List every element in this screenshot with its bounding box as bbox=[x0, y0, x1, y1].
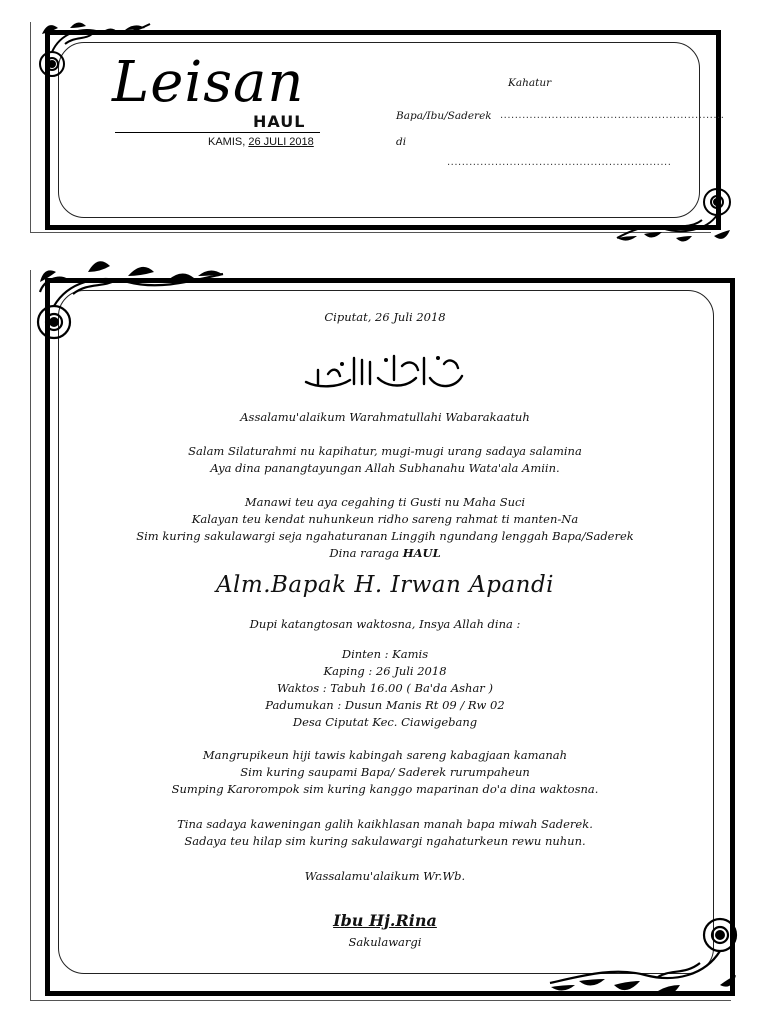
detail-line: Padumukan : Dusun Manis Rt 09 / Rw 02 bbox=[265, 698, 505, 712]
kahatur-label: Kahatur bbox=[508, 77, 552, 89]
event-prefix: Dina raraga bbox=[329, 546, 403, 560]
paragraph-line: Manawi teu aya cegahing ti Gusti nu Maha Suci bbox=[244, 495, 526, 509]
event-line bbox=[60, 545, 710, 562]
envelope-subtitle: HAUL bbox=[253, 112, 306, 131]
paragraph-3 bbox=[60, 747, 710, 798]
greeting: Assalamu'alaikum Warahmatullahi Wabarakaatuh bbox=[240, 410, 530, 424]
paragraph-line: Kalayan teu kendat nuhunkeun ridho sareng rahmat ti manten-Na bbox=[191, 512, 579, 526]
paragraph-line: Aya dina panangtayungan Allah Subhanahu Wata'ala Amiin. bbox=[210, 461, 560, 475]
event-details bbox=[60, 646, 710, 731]
envelope-title: Leisan bbox=[112, 50, 305, 115]
paragraph-line: Sadaya teu hilap sim kuring sakulawargi ngahaturkeun rewu nuhun. bbox=[184, 834, 586, 848]
bismillah-calligraphy-icon bbox=[298, 348, 468, 396]
paragraph-line: Mangrupikeun hiji tawis kabingah sareng kabagjaan kamanah bbox=[202, 748, 568, 762]
place-date: Ciputat, 26 Juli 2018 bbox=[324, 310, 446, 324]
di-label: di bbox=[396, 136, 407, 148]
paragraph-4 bbox=[60, 816, 710, 850]
detail-line: Desa Ciputat Kec. Ciawigebang bbox=[292, 715, 478, 729]
paragraph-line: Sumping Karorompok sim kuring kanggo maparinan do'a dina waktosna. bbox=[171, 782, 599, 796]
addressee-label: Bapa/Ibu/Saderek bbox=[396, 110, 492, 122]
detail-line: Kaping : 26 Juli 2018 bbox=[323, 664, 447, 678]
address-dotted-line: ............................................................. bbox=[447, 157, 672, 168]
signer-name: Ibu Hj.Rina bbox=[333, 911, 437, 930]
paragraph-1 bbox=[60, 443, 710, 477]
date-value: 26 JULI 2018 bbox=[248, 136, 314, 148]
signer-role: Sakulawargi bbox=[348, 935, 422, 949]
detail-line: Waktos : Tabuh 16.00 ( Ba'da Ashar ) bbox=[277, 681, 493, 695]
date-prefix: KAMIS, bbox=[208, 136, 249, 148]
paragraph-line: Sim kuring saupami Bapa/ Saderek rurumpaheun bbox=[240, 765, 530, 779]
paragraph-line: Salam Silaturahmi nu kapihatur, mugi-mugi urang sadaya salamina bbox=[188, 444, 582, 458]
floral-corner-ornament-icon bbox=[28, 252, 228, 352]
addressee-dotted-line: ............................................................. bbox=[500, 110, 725, 121]
paragraph-2 bbox=[60, 494, 710, 562]
time-intro: Dupi katangtosan waktosna, Insya Allah dina : bbox=[249, 617, 521, 631]
paragraph-line: Tina sadaya kaweningan galih kaikhlasan manah bapa miwah Saderek. bbox=[177, 817, 593, 831]
honoree-name: Alm.Bapak H. Irwan Apandi bbox=[215, 572, 555, 598]
detail-line: Dinten : Kamis bbox=[341, 647, 429, 661]
event-name: HAUL bbox=[402, 546, 441, 560]
closing: Wassalamu'alaikum Wr.Wb. bbox=[304, 869, 466, 883]
paragraph-line: Sim kuring sakulawargi seja ngahaturanan Linggih ngundang lenggah Bapa/Saderek bbox=[136, 529, 634, 543]
